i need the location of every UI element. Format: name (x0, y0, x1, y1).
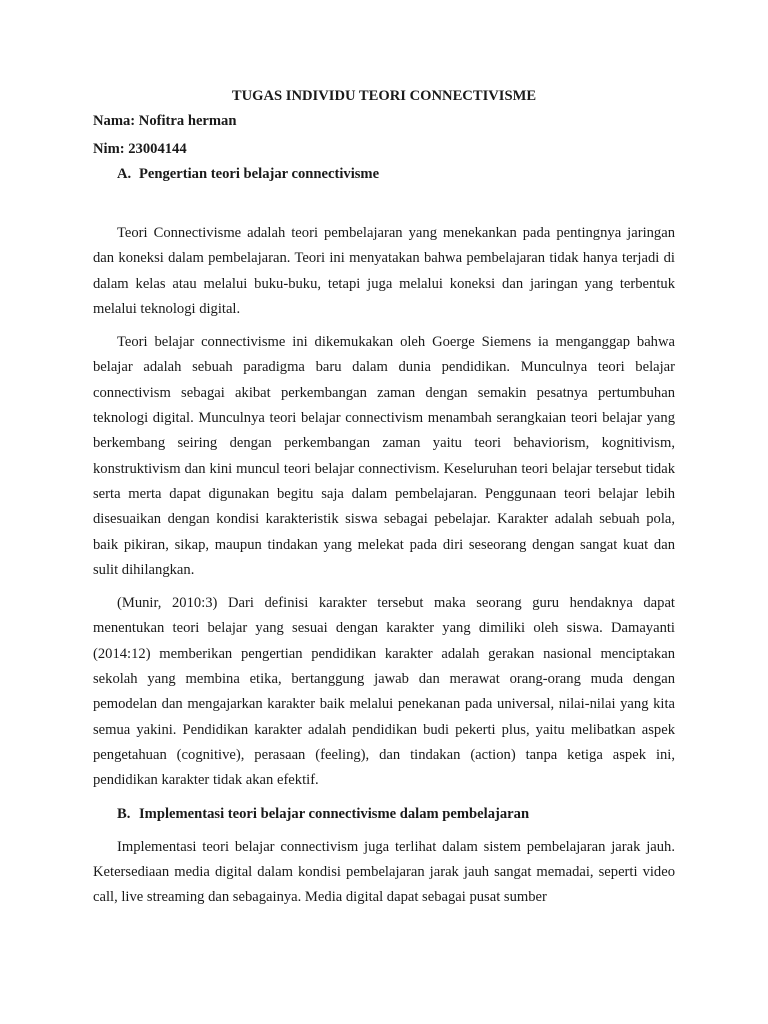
section-title-a: Pengertian teori belajar connectivisme (139, 166, 380, 182)
section-heading-a (93, 162, 675, 187)
section-letter-a: A. (117, 166, 132, 182)
section-heading-b (93, 802, 675, 827)
paragraph-a3: (Munir, 2010:3) Dari definisi karakter tersebut maka seorang guru hendaknya dapat menentukan teori belajar yang sesuai dengan karakter yang dimiliki oleh siswa. Damayanti (2014:12) memberikan pengertian pendidikan karakter adalah gerakan nasional menciptakan sekolah yang membina etika, bertanggung jawab dan merawat orang-orang muda dengan pemodelan dan mengajarkan karakter baik melalui penekanan pada universal, nilai-nilai yang kita semua yakini. Pendidikan karakter adalah pendidikan budi pekerti plus, yaitu melibatkan aspek pengetahuan (cognitive), perasaan (feeling), dan tindakan (action) tanpa ketiga aspek ini, pendidikan karakter tidak akan efektif. (93, 595, 675, 789)
student-nim: Nim: 23004144 (93, 141, 187, 157)
paragraph-a2: Teori belajar connectivisme ini dikemukakan oleh Goerge Siemens ia menganggap bahwa belajar adalah sebuah paradigma baru dalam dunia pendidikan. Munculnya teori belajar connectivism sebagai akibat perkembangan zaman dengan semakin pesatnya pertumbuhan teknologi digital. Munculnya teori belajar connectivism menambah serangkaian teori belajar yang berkembang seiring dengan perkembangan zaman yaitu teori behaviorism, kognitivism, konstruktivism dan kini muncul teori belajar connectivism. Keseluruhan teori belajar tersebut tidak serta merta dapat digunakan begitu saja dalam pembelajaran. Penggunaan teori belajar lebih disesuaikan dengan kondisi karakteristik siswa sebagai pebelajar. Karakter adalah sebuah pola, baik pikiran, sikap, maupun tindakan yang melekat pada diri seseorang dengan sangat kuat dan sulit dihilangkan. (93, 334, 675, 578)
section-letter-b: B. (117, 805, 131, 822)
student-name: Nama: Nofitra herman (93, 113, 237, 129)
document-title: TUGAS INDIVIDU TEORI CONNECTIVISME (231, 88, 537, 104)
paragraph-a1: Teori Connectivisme adalah teori pembelajaran yang menekankan pada pentingnya jaringan dan koneksi dalam pembelajaran. Teori ini menyatakan bahwa pembelajaran tidak hanya terjadi di dalam kelas atau melalui buku-buku, tetapi juga melalui koneksi dan jaringan yang terbentuk melalui teknologi digital. (93, 225, 675, 317)
paragraph-b1: Implementasi teori belajar connectivism juga terlihat dalam sistem pembelajaran jarak jauh. Ketersediaan media digital dalam kondisi pembelajaran jarak jauh sangat memadai, seperti video call, live streaming dan sebagainya. Media digital dapat sebagai pusat sumber (93, 838, 675, 906)
section-title-b: Implementasi teori belajar connectivisme dalam pembelajaran (139, 805, 530, 822)
document-page (93, 84, 675, 910)
